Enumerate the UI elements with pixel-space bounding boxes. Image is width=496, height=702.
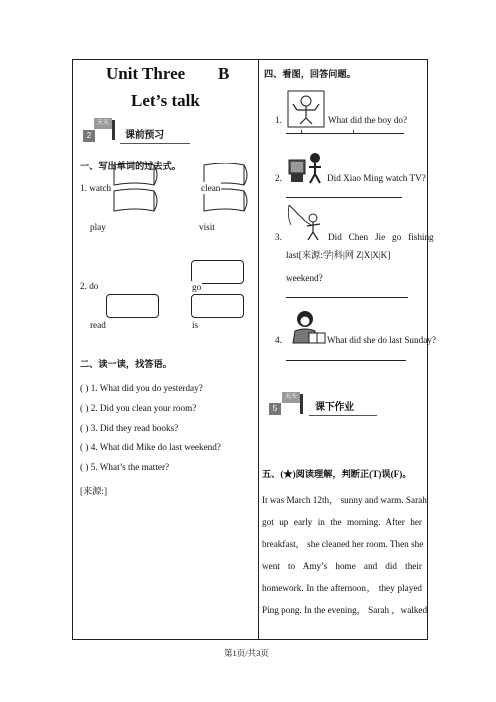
part2-heading: 二、读一读，找答语。 [80, 359, 172, 369]
tick-mark [353, 130, 354, 133]
part5-heading: 五、(★)阅读理解，判断正(T)误(F)。 [262, 469, 412, 479]
fishing-picture-3 [287, 203, 329, 243]
passage-line-5: homework. In the afternoon， they played [262, 583, 422, 593]
column-divider [258, 59, 259, 640]
question-3-line-1: Did Chen Jie go fishing [328, 232, 434, 242]
part4-heading: 四、看图，回答问题。 [264, 69, 356, 79]
section-homework-label: 课下作业 [315, 402, 354, 413]
match-item-5: ( ) 5. What’s the matter? [80, 462, 170, 472]
q3-number: 3. [275, 232, 282, 242]
q2-number: 2. [275, 173, 282, 183]
tv-picture-2 [287, 148, 327, 186]
source-note: [来源:] [80, 486, 108, 496]
passage-line-3: breakfast， she cleaned her room. Then she [262, 539, 424, 549]
badge-tag: 天天 [282, 392, 300, 403]
banner-bar [112, 120, 115, 140]
word-play: play [90, 222, 106, 232]
answer-box-is[interactable] [191, 294, 244, 318]
question-4: What did she do last Sunday? [327, 335, 436, 345]
question-1: What did the boy do? [328, 115, 408, 125]
passage-line-6: Ping pong. In the evening， Sarah ，walked [262, 605, 428, 615]
word-visit: visit [199, 222, 215, 232]
badge-number: 5 [269, 403, 281, 415]
tick-mark [301, 130, 302, 133]
match-item-3: ( ) 3. Did they read books? [80, 423, 179, 433]
homework-banner-icon [268, 392, 312, 418]
part1-heading: 一、写出单词的过去式。 [80, 161, 182, 171]
banner-bar [300, 394, 303, 414]
word-is: is [192, 320, 199, 330]
answer-box-read[interactable] [106, 294, 159, 318]
unit-title: Unit Three [106, 64, 186, 83]
page-footer: 第1页/共3页 [224, 648, 269, 658]
preview-banner-icon [82, 118, 122, 144]
match-item-1: ( ) 1. What did you do yesterday? [80, 383, 203, 393]
match-item-4: ( ) 4. What did Mike do last weekend? [80, 442, 221, 452]
answer-line-4[interactable] [286, 360, 406, 361]
q1-number: 1. [275, 115, 282, 125]
q1-watch: 1. watch [80, 183, 112, 193]
section-underline [120, 143, 190, 144]
badge-tag: 天天 [94, 118, 112, 129]
unit-letter: B [218, 64, 230, 83]
girl-reading-picture-4 [287, 307, 329, 347]
section-preview-label: 课前预习 [125, 130, 164, 141]
answer-line-2[interactable] [286, 197, 402, 198]
match-item-2: ( ) 2. Did you clean your room? [80, 403, 197, 413]
boy-picture-1 [287, 90, 325, 128]
section-underline [309, 415, 377, 416]
q2-do: 2. do [80, 281, 99, 291]
word-read: read [90, 320, 106, 330]
lesson-subtitle: Let’s talk [131, 91, 200, 110]
passage-line-1: It was March 12th， sunny and warm. Sarah [262, 495, 427, 505]
question-3-line-3: weekend? [286, 273, 323, 283]
q4-number: 4. [275, 335, 282, 345]
word-go: go [192, 282, 202, 292]
answer-book-boxes-1 [110, 163, 170, 218]
passage-line-4: went to Amy’s home and did their [262, 561, 422, 571]
question-2: Did Xiao Ming watch TV? [327, 173, 426, 183]
question-3-line-2: last[来源:学|科|网 Z|X|X|K] [286, 250, 391, 260]
passage-line-2: got up early in the morning. After her [262, 517, 422, 527]
answer-line-1[interactable] [286, 133, 404, 134]
badge-number: 2 [83, 130, 95, 142]
word-clean: clean [201, 183, 221, 193]
answer-line-3[interactable] [286, 297, 408, 298]
